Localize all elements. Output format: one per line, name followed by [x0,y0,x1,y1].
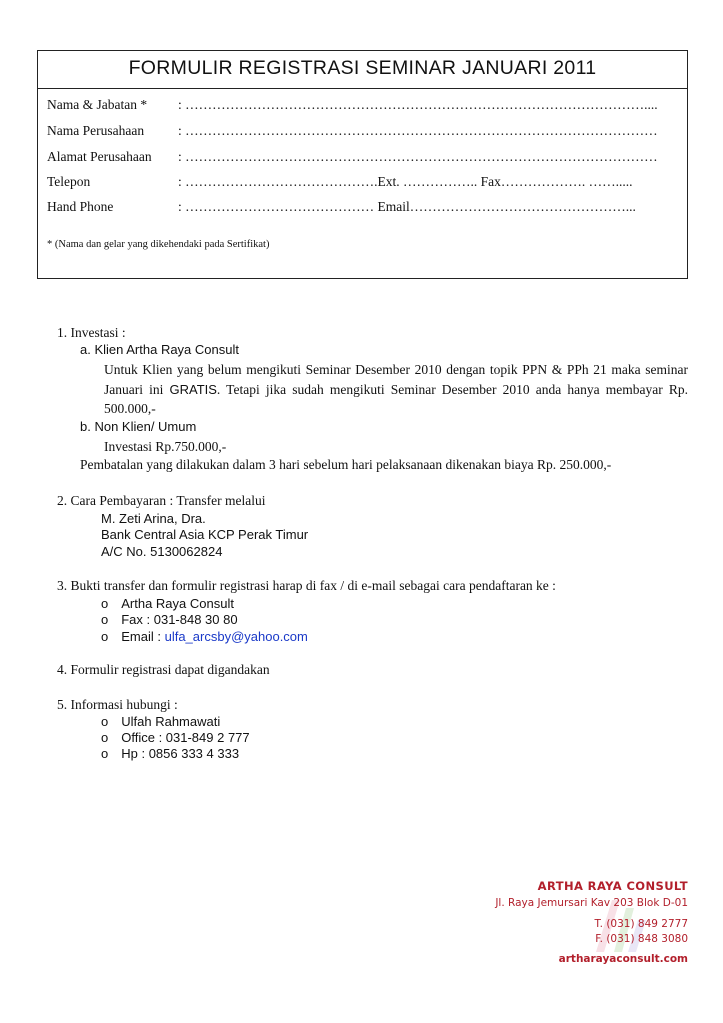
contact-office [101,730,250,745]
footer-address: Jl. Raya Jemursari Kav 203 Blok D-01 [495,897,688,909]
bullet: o [101,612,109,627]
field-label: Hand Phone [47,199,114,214]
section-bukti-heading: 3. Bukti transfer dan formulir registrasi harap di fax / di e-mail sebagai cara pendaftaran ke : [57,578,556,593]
bukti-item-fax [101,612,238,627]
footer-website[interactable]: artharayaconsult.com [558,953,688,965]
field-hand-phone[interactable] [47,199,636,215]
bukti-item-company [101,596,234,611]
cancellation-note: Pembatalan yang dilakukan dalam 3 hari sebelum hari pelaksanaan dikenakan biaya Rp. 250.000,- [80,457,612,472]
investasi-klien-label: a. Klien Artha Raya Consult [80,342,239,357]
contact-office-text: Office : 031-849 2 777 [121,730,250,745]
field-label: Nama & Jabatan * [47,97,148,112]
title-divider [38,88,687,89]
bukti-item-email [101,629,308,644]
company-name: Artha Raya Consult [121,596,234,611]
field-blank[interactable]: : …………………………………………………………………………………………… [178,149,658,164]
email-label: Email : [121,629,161,644]
email-link[interactable]: ulfa_arcsby@yahoo.com [164,629,308,644]
company-letterhead [470,872,690,972]
footer-phone: T. (031) 849 2777 [594,918,688,930]
field-label: Telepon [47,174,91,189]
bullet: o [101,746,109,761]
form-title: FORMULIR REGISTRASI SEMINAR JANUARI 2011 [128,57,597,79]
field-nama-perusahaan[interactable] [47,123,658,139]
bullet: o [101,596,109,611]
section-informasi-heading: 5. Informasi hubungi : [57,697,178,712]
bullet: o [101,714,109,729]
field-blank[interactable]: : …………………………………….Ext. …………….. Fax………………. ……..... [178,174,633,189]
section-ganda-heading: 4. Formulir registrasi dapat digandakan [57,662,270,677]
form-note: * (Nama dan gelar yang dikehendaki pada Sertifikat) [47,239,270,250]
field-alamat-perusahaan[interactable] [47,149,658,165]
investasi-nonklien-body: Investasi Rp.750.000,- [104,439,227,454]
registration-form [37,50,688,279]
section-investasi-heading: 1. Investasi : [57,325,126,340]
footer-fax: F. (031) 848 3080 [595,933,688,945]
field-label: Alamat Perusahaan [47,149,152,164]
bullet: o [101,730,109,745]
contact-hp [101,746,239,761]
field-label: Nama Perusahaan [47,123,145,138]
field-nama-jabatan[interactable] [47,97,658,113]
contact-name-text: Ulfah Rahmawati [121,714,221,729]
investasi-klien-body [104,360,688,419]
field-telepon[interactable] [47,174,633,190]
bank-account-number: A/C No. 5130062824 [101,544,223,559]
field-blank[interactable]: : ………………………………………………………………………………………….... [178,97,658,112]
klien-body-text-cont: . Tetapi jika sudah mengikuti Seminar Desember 2010 anda hanya membayar Rp. 500.000,- [104,381,688,416]
footer-company-name: ARTHA RAYA CONSULT [537,879,688,893]
fax-number: Fax : 031-848 30 80 [121,612,238,627]
bullet: o [101,629,109,644]
contact-name [101,714,220,729]
bank-name: Bank Central Asia KCP Perak Timur [101,527,309,542]
gratis-badge: GRATIS [169,381,217,397]
bank-account-name: M. Zeti Arina, Dra. [101,511,206,526]
field-blank[interactable]: : …………………………………… Email…………………………………………... [178,199,636,214]
contact-hp-text: Hp : 0856 333 4 333 [121,746,240,761]
investasi-nonklien-label: b. Non Klien/ Umum [80,419,197,434]
field-blank[interactable]: : …………………………………………………………………………………………… [178,123,658,138]
klien-body-text: Untuk Klien yang belum mengikuti Seminar Desember 2010 dengan topik PPN & PPh 21 maka seminar Januari ini [104,362,688,397]
section-pembayaran-heading: 2. Cara Pembayaran : Transfer melalui [57,493,266,508]
